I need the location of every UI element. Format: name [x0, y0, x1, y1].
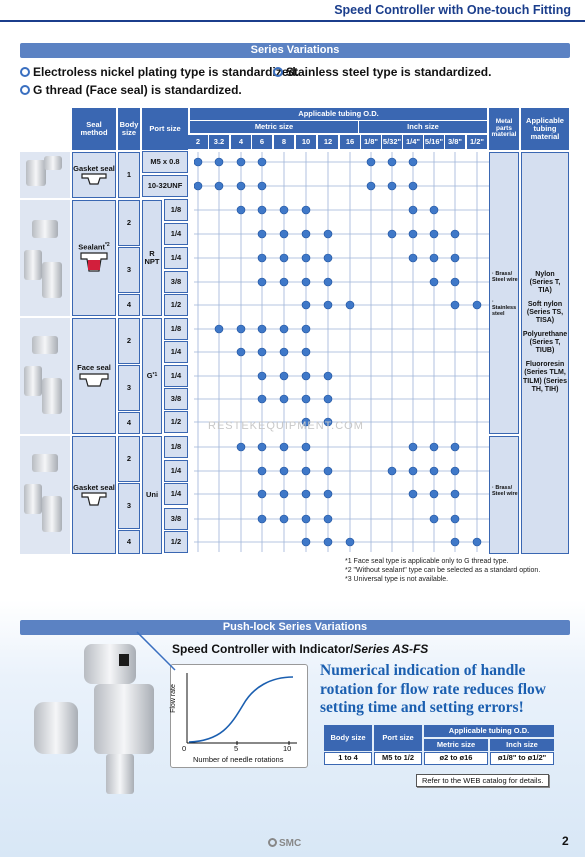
compatibility-dot [473, 301, 481, 309]
tubing-size-col-header: 6 [252, 135, 272, 149]
compatibility-dot [324, 515, 332, 523]
tubing-size-col-header: 4 [231, 135, 251, 149]
port-size-cell: 10-32UNF [142, 175, 188, 197]
compatibility-dot [302, 278, 310, 286]
applicable-tubing-header: Applicable tubing O.D. [190, 108, 487, 120]
compatibility-dot [258, 467, 266, 475]
compatibility-dot [324, 254, 332, 262]
compatibility-dot [280, 230, 288, 238]
footnote: *3 Universal type is not available. [345, 576, 449, 583]
port-size-cell: 3/8 [164, 271, 188, 293]
compatibility-dot [409, 182, 417, 190]
compatibility-dot [324, 538, 332, 546]
compatibility-dot [258, 348, 266, 356]
inch-header: Inch size [490, 739, 554, 751]
seal-face: Face seal [72, 318, 116, 434]
compatibility-dot [430, 278, 438, 286]
metal-parts-header: Metal parts material [489, 108, 519, 150]
compatibility-dot [451, 538, 459, 546]
metal-parts-cell-top: · Brass/ Steel wire · Stainless steel [489, 152, 519, 434]
compatibility-dot [237, 182, 245, 190]
compatibility-dot [237, 325, 245, 333]
compatibility-dot [280, 372, 288, 380]
body-size-cell: 1 [118, 152, 140, 198]
indicator-title: Speed Controller with Indicator/Series AS-FS [172, 642, 429, 656]
compatibility-dot [367, 158, 375, 166]
port-size-value: M5 to 1/2 [374, 752, 422, 765]
compatibility-dot [258, 443, 266, 451]
compatibility-dot [324, 278, 332, 286]
compatibility-dot [324, 372, 332, 380]
metric-size-header: Metric size [190, 121, 358, 133]
circle-bullet-icon [20, 67, 30, 77]
pushlock-banner: Push-lock Series Variations [20, 620, 570, 635]
indicator-display [119, 654, 129, 666]
compatibility-dot [280, 467, 288, 475]
callout-line [135, 630, 185, 680]
compatibility-dot [280, 515, 288, 523]
port-size-cell: 1/4 [164, 341, 188, 363]
tubing-material-header: Applicable tubing material [521, 108, 569, 150]
compatibility-dot [302, 443, 310, 451]
port-size-cell: 1/2 [164, 294, 188, 316]
series-variations-banner: Series Variations [20, 43, 570, 58]
tubing-size-col-header: 5/16" [424, 135, 444, 149]
port-size-cell: 1/4 [164, 247, 188, 269]
compatibility-dot [280, 395, 288, 403]
circle-bullet-icon [20, 85, 30, 95]
port-size-cell: 1/4 [164, 460, 188, 482]
compatibility-dot [409, 443, 417, 451]
port-size-cell: 1/2 [164, 411, 188, 433]
compatibility-dot [430, 230, 438, 238]
tubing-size-col-header: 1/8" [361, 135, 381, 149]
compatibility-dot [324, 230, 332, 238]
compatibility-dot [430, 490, 438, 498]
compatibility-dot [258, 278, 266, 286]
compatibility-dot [409, 254, 417, 262]
tubing-size-col-header: 3.2 [209, 135, 229, 149]
tubing-size-col-header: 10 [296, 135, 316, 149]
compatibility-dot [302, 538, 310, 546]
tubing-size-col-header: 12 [318, 135, 338, 149]
feature-nickel: Electroless nickel plating type is standardized. [20, 65, 299, 79]
compatibility-dot [388, 158, 396, 166]
tubing-header: Applicable tubing O.D. [424, 725, 554, 737]
compatibility-dot [346, 538, 354, 546]
compatibility-dot [451, 230, 459, 238]
headline: Numerical indication of handle rotation for flow rate reduces flow setting time and setting errors! [320, 662, 546, 717]
flow-rate-curve [171, 665, 309, 769]
compatibility-dot [302, 230, 310, 238]
product-photo-gasket-top [20, 152, 70, 198]
seal-gasket-top: Gasket seal [72, 152, 116, 198]
port-size-header: Port size [142, 108, 188, 150]
body-size-value: 1 to 4 [324, 752, 372, 765]
compatibility-dot [258, 372, 266, 380]
face-seal-icon [79, 372, 109, 388]
graph-tick: 5 [234, 744, 239, 753]
port-size-header: Port size [374, 725, 422, 751]
compatibility-dot [302, 395, 310, 403]
compatibility-dot [194, 182, 202, 190]
gasket-seal-icon [81, 492, 107, 506]
compatibility-dot [280, 348, 288, 356]
sealant-icon [79, 251, 109, 273]
flow-rate-graph [170, 664, 308, 768]
compatibility-dot [215, 182, 223, 190]
metric-header: Metric size [424, 739, 488, 751]
compatibility-dot [473, 538, 481, 546]
page-title: Speed Controller with One-touch Fitting [334, 3, 571, 17]
body-size-cell: 2 [118, 200, 140, 246]
compatibility-dot [280, 278, 288, 286]
port-size-cell: 3/8 [164, 508, 188, 530]
compatibility-dot [451, 515, 459, 523]
compatibility-dot [409, 230, 417, 238]
tubing-material-cell: Nylon (Series T, TIA) Soft nylon (Series TS, TISA) Polyurethane (Series T, TIUB) Fluororesin (Series TLM, TILM) (Series TH, TIH) [521, 152, 569, 554]
body-size-cell: 4 [118, 294, 140, 316]
product-photo-gasket-bottom [20, 436, 70, 554]
metal-parts-cell-bottom: · Brass/ Steel wire [489, 436, 519, 554]
compatibility-dot [302, 467, 310, 475]
seal-gasket-bottom: Gasket seal [72, 436, 116, 554]
body-size-cell: 3 [118, 365, 140, 411]
port-size-cell: 1/8 [164, 199, 188, 221]
compatibility-dot [430, 467, 438, 475]
compatibility-dot [451, 443, 459, 451]
compatibility-dot [237, 158, 245, 166]
compatibility-dot [280, 254, 288, 262]
compatibility-dot [451, 301, 459, 309]
seal-sealant: Sealant$^{*2}$ [72, 200, 116, 316]
port-size-cell: 1/4 [164, 483, 188, 505]
body-size-cell: 3 [118, 483, 140, 529]
compatibility-dot [280, 490, 288, 498]
compatibility-dot [388, 467, 396, 475]
body-size-cell: 3 [118, 247, 140, 293]
thread-r-npt: R NPT [142, 200, 162, 316]
page-header [0, 0, 585, 22]
compatibility-dot [302, 372, 310, 380]
compatibility-dot [258, 490, 266, 498]
web-catalog-note: Refer to the WEB catalog for details. [416, 774, 549, 787]
compatibility-dot [237, 206, 245, 214]
graph-xlabel: Number of needle rotations [193, 755, 284, 764]
compatibility-dot [451, 278, 459, 286]
footnote: *2 "Without sealant" type can be selected as a standard option. [345, 567, 541, 574]
port-size-cell: 1/2 [164, 531, 188, 553]
body-size-header: Body size [118, 108, 140, 150]
compatibility-dot [237, 348, 245, 356]
footnote: *1 Face seal type is applicable only to G thread type. [345, 558, 509, 565]
thread-g: G *1 [142, 318, 162, 434]
compatibility-dot [430, 206, 438, 214]
compatibility-dot [409, 206, 417, 214]
tubing-size-col-header: 1/4" [403, 135, 423, 149]
circle-bullet-icon [273, 67, 283, 77]
port-size-cell: M5 x 0.8 [142, 151, 188, 173]
compatibility-dot [409, 467, 417, 475]
compatibility-dot [346, 301, 354, 309]
compatibility-dot [280, 443, 288, 451]
compatibility-dot [367, 182, 375, 190]
graph-tick: 0 [182, 744, 187, 753]
product-photo-face-seal [20, 318, 70, 434]
gasket-seal-icon [81, 173, 107, 185]
compatibility-dot [258, 515, 266, 523]
compatibility-dot [258, 254, 266, 262]
compatibility-dot [388, 230, 396, 238]
compatibility-dot [324, 490, 332, 498]
compatibility-dot [258, 230, 266, 238]
port-size-cell: 1/8 [164, 318, 188, 340]
compatibility-dot [302, 301, 310, 309]
feature-stainless: Stainless steel type is standardized. [273, 65, 491, 79]
body-size-header: Body size [324, 725, 372, 751]
compatibility-dot [409, 158, 417, 166]
inch-size-header: Inch size [359, 121, 487, 133]
port-size-cell: 1/4 [164, 365, 188, 387]
compatibility-dot [215, 325, 223, 333]
tubing-size-col-header: 1/2" [467, 135, 487, 149]
tubing-size-col-header: 3/8" [445, 135, 465, 149]
tubing-compatibility-grid [194, 150, 491, 553]
compatibility-dot [451, 467, 459, 475]
port-size-cell: 3/8 [164, 388, 188, 410]
body-size-cell: 4 [118, 530, 140, 554]
compatibility-dot [324, 467, 332, 475]
compatibility-dot [324, 301, 332, 309]
compatibility-dot [237, 443, 245, 451]
compatibility-dot [451, 490, 459, 498]
body-size-cell: 4 [118, 412, 140, 434]
body-size-cell: 2 [118, 318, 140, 364]
compatibility-dot [280, 325, 288, 333]
compatibility-dot [302, 206, 310, 214]
tubing-size-col-header: 2 [188, 135, 208, 149]
compatibility-dot [258, 325, 266, 333]
watermark: RESTEKEQUIPMENT.COM [208, 420, 364, 432]
compatibility-dot [430, 443, 438, 451]
thread-uni: Uni [142, 436, 162, 554]
compatibility-dot [388, 182, 396, 190]
tubing-size-col-header: 8 [274, 135, 294, 149]
graph-ylabel: Flow rate [169, 684, 177, 713]
compatibility-dot [409, 490, 417, 498]
compatibility-dot [258, 182, 266, 190]
compatibility-dot [302, 254, 310, 262]
compatibility-dot [302, 348, 310, 356]
port-size-cell: 1/8 [164, 436, 188, 458]
compatibility-dot [258, 158, 266, 166]
port-size-cell: 1/4 [164, 223, 188, 245]
compatibility-dot [258, 395, 266, 403]
seal-method-header: Seal method [72, 108, 116, 150]
compatibility-dot [215, 158, 223, 166]
page-number: 2 [562, 834, 569, 848]
compatibility-dot [280, 206, 288, 214]
compatibility-dot [258, 206, 266, 214]
compatibility-dot [302, 490, 310, 498]
graph-tick: 10 [283, 744, 292, 753]
compatibility-dot [302, 325, 310, 333]
body-size-cell: 2 [118, 436, 140, 482]
tubing-size-col-header: 16 [340, 135, 360, 149]
compatibility-dot [451, 254, 459, 262]
compatibility-dot [194, 158, 202, 166]
compatibility-dot [302, 515, 310, 523]
feature-g-thread: G thread (Face seal) is standardized. [20, 83, 242, 97]
inch-value: ø1/8" to ø1/2" [490, 752, 554, 765]
tubing-size-col-header: 5/32" [382, 135, 402, 149]
compatibility-dot [430, 515, 438, 523]
smc-logo: SMC [268, 838, 301, 849]
compatibility-dot [324, 395, 332, 403]
compatibility-dot [430, 254, 438, 262]
product-photo-sealant [20, 200, 70, 316]
metric-value: ø2 to ø16 [424, 752, 488, 765]
